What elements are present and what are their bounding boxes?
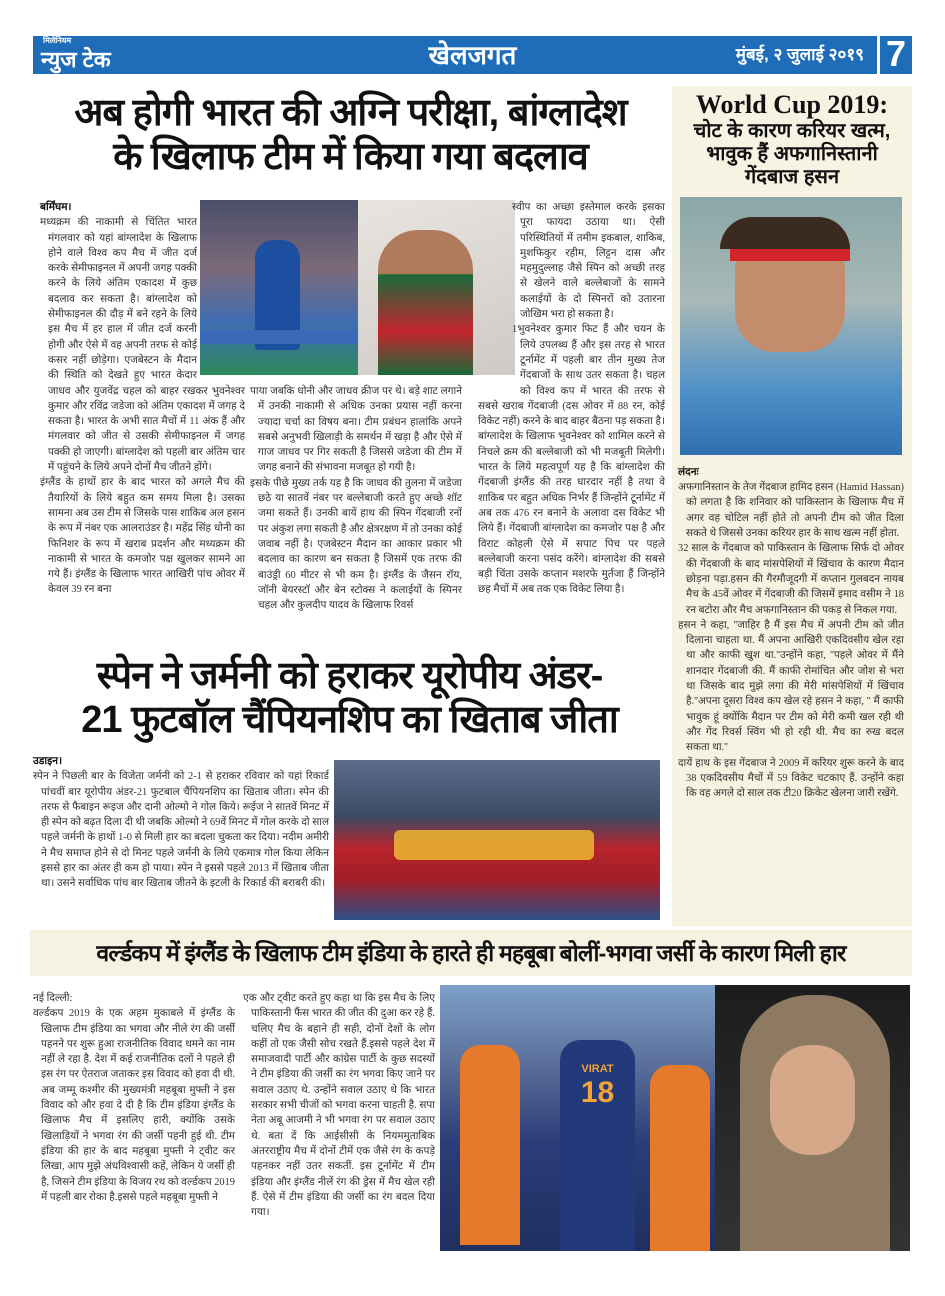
story2-body [33,754,329,892]
paragraph: इसके पीछे मुख्य तर्क यह है कि जाधव की तुलना में जडेजा छठे या सातवें नंबर पर बल्लेबाजी करते हुए अच्छे शॉट जमा सकते हैं। उनकी बायें हाथ की स्पिन गेंदबाजी रनों पर अंकुश लगा सकती है और क्षेत्ररक्षण में तो उनका कोई जवाब नहीं है। एजबेस्टन मैदान का आकार प्रकार भी बदलाव का कारण बन सकता है जिसमें एक तरफ की बाउंड्री 60 मीटर से भी कम है। इंग्लैंड के जैसन रॉय, जॉनी बेयरस्टॉ और बेन स्टोक्स ने कलाईयों के स्पिनर चहल और कुलदीप यादव के खिलाफ रिवर्स [250,477,462,612]
paragraph: पाया जबकि धोनी और जाधव क्रीज पर थे। बड़े शाट लगाने में उनकी नाकामी से अधिक उनका प्रयास नहीं करना ज्यादा चर्चा का विषय बना। टीम प्रबंधन हालांकि अपने सबसे अनुभवी खिलाड़ी के समर्थन में खड़ा है और ऐसे में गाज जाधव पर गिर सकती है जिससे जडेजा की टीम में जगह बनाने की संभावना मजबूत हो गयी है। [250,386,462,474]
spain-team-celebration-photo [334,760,660,920]
paragraph: इंग्लैंड के हाथों हार के बाद भारत को अगले मैच की तैयारियों के लिये बहुत कम समय मिला है। उसका सामना अब उस टीम से जिसके पास शाकिब अल हसन के रूप में नंबर एक आलराउंडर है। महेंद्र सिंह धोनी का फिनिशर के रूप में खराब प्रदर्शन और मध्यक्रम की नाकामी से भारत के कमजोर पक्ष खुलकर सामने आ गये हैं। इंग्लैंड के खिलाफ भारत आखिरी पांच ओवर में केवल 39 रन बना [40,477,245,596]
dateline: लंदनः [678,466,699,478]
brand-logo: न्युज टेक [41,47,111,72]
cricket-batsman-photo [200,200,358,375]
paragraph: स्पेन ने पिछली बार के विजेता जर्मनी को 2-1 से हराकर रविवार को यहां रिकार्ड पांचवीं बार यूरोपीय अंडर-21 फुटबाल चैंपियनशिप का खिताब जीता। स्पेन की तरफ से फैबाइन रूइज और दानी ओल्मो ने गोल किये। रूईज ने सातवें मिनट में ही स्पेन को बढ़त दिला दी थी जबकि ओल्मो ने 69वें मिनट में गोल करके दो साल पहले जर्मनी के हाथों 1-0 से मिली हार का बदला चुकता कर दिया। नदीम अमीरी ने मैच समाप्त होने से दो मिनट पहले जर्मनी के लिये एकमात्र गोल किया लेकिन इससे हार का अंतर ही कम हो पाया। स्पेन ने इससे पहले 2013 में खिताब जीता था। उसने सर्वाधिक पांच बार खिताब जीतने के इटली के रिकार्ड की बराबरी की। [33,771,329,890]
headline-line: अब होगी भारत की अग्नि परीक्षा, बांग्लादेश [74,92,627,134]
headline-line: स्पेन ने जर्मनी को हराकर यूरोपीय अंडर- [96,655,603,697]
paragraph: 1भुवनेश्वर कुमार फिट हैं और चयन के लिये उपलब्ध हैं और इस तरह से भारत टूर्नामेंट में पहली बार तीन मुख्य तेज गेंदबाजों के साथ उतर सकता है। चहल को विश्व कप में भारत की तरफ से सबसे खराब गेंदबाजी (दस ओवर में 88 रन, कोई विकेट नहीं) करने के बाद बाहर बैठना पड़ सकता है। बांग्लादेश के खिलाफ भुवनेश्वर को शामिल करने से निचले क्रम की बल्लेबाजी को भी मजबूती मिलेगी। भारत के लिये महत्वपूर्ण यह है कि बांग्लादेश की गेंदबाजी इंग्लैंड की तरह धारदार नहीं है तथा वे शाकिब पर बहुत अधिक निर्भर हैं जिन्होंने टूर्नामेंट में अब तक 476 रन बनाने के अलावा दस विकेट भी लिये हैं। गेंदबाजी बांग्लादेश का कमजोर पक्ष है और विराट कोहली ऐसे में सपाट पिच पर पहले बल्लेबाजी करना पसंद करेंगे। बांग्लादेश की सबसे बड़ी चिंता उसके कप्तान मशरफे मुर्तजा हैं जिन्होंने छह मैचों में अब तक एक विकेट लिया है। [478,324,665,596]
page-number: 7 [877,36,906,74]
edition-date: मुंबई, २ जुलाई २०१९ [735,45,864,64]
sidebar-body [678,465,904,802]
story3-col1 [33,991,235,1205]
paragraph: वर्ल्डकप 2019 के एक अहम मुकाबले में इंग्लैंड के खिलाफ टीम इंडिया का भगवा और नीले रंग की जर्सी पहनने पर शुरू हुआ राजनीतिक विवाद थमने का नाम नहीं ले रहा है. देश में कई राजनीतिक दलों ने पहले ही इस रंग पर ऐतराज जताकर इस विवाद को हवा दी थी. अब जम्मू कश्मीर की मुख्यमंत्री महबूबा मुफ्ती ने इस विवाद को और हवा दे दी है कि टीम इंडिया इंग्लैंड के खिलाफ मैच में इसलिए हारी, क्योंकि उसके खिलाड़ियों ने भगवा रंग की जर्सी पहनी हुई थी. टीम इंडिया की हार के बाद महबूबा मुफ्ती ने ट्वीट कर लिखा, आप मुझे अंधविश्वासी कहें, लेकिन ये जर्सी ही है, जिसने टीम इंडिया के विजय रथ को वर्ल्डकप 2019 में पहली बार रोका है.इससे पहले महबूबा मुफ्ती ने [33,1008,235,1203]
paragraph: मध्यक्रम की नाकामी से चिंतित भारत मंगलवार को यहां बांग्लादेश के खिलाफ होने वाले विश्व कप मैच में जीत दर्ज करके सेमीफाइनल में अपनी जगह पक्की करने के लिये अंतिम एकादश में कुछ बदलाव कर सकता है। बांग्लादेश को सेमीफाइनल की दौड़ में बने रहने के लिये इस मैच में हर हाल में जीत दर्ज करनी होगी और ऐसे में वह अपनी तरफ से कोई कसर नहीं छोड़ेगा। एजबेस्टन के मैदान की स्थिति को देखते हुए भारत केदार जाधव और युजवेंद्र चहल को बाहर रखकर भुवनेश्वर कुमार और रविंद्र जडेजा को अंतिम एकादश में जगह दे सकता है। भारत के अभी सात मैचों में 11 अंक हैं और मंगलवार को जीत से उसकी सेमीफाइनल में जगह पक्की हो जाएगी। बांग्लादेश को पहली बार अंतिम चार में पहुंचने के लिये अपने दोनों मैच जीतने होंगे। [40,217,245,474]
sidebar-title-line: गेंदबाज हसन [744,165,840,188]
team-india-orange-jersey-photo [440,985,715,1251]
paragraph: स्वीप का अच्छा इस्तेमाल करके इसका पूरा फायदा उठाया था। ऐसी परिस्थितियों में तमीम इकबाल, शाकिब, मुशफिकुर रहीम, लिट्टन दास और महमुदुल्लाह जैसे स्पिन को अच्छी तरह से खेलने वाले बल्लेबाजों के सामने कलाईयों के दो स्पिनरों को उतारना जोखिम भरा हो सकता है। [512,202,665,321]
sidebar-title-line: भावुक हैं अफगानिस्तानी [706,142,878,165]
paragraph: दायें हाथ के इस गेंदबाज ने 2009 में करियर शुरू करने के बाद 38 एकदिवसीय मैचों में 59 विकेट चटकाए हैं. उन्होंने कहा कि वह अगले दो साल तक टी20 क्रिकेट खेलना जारी रखेंगे. [678,757,904,800]
dateline: उडाइन। [33,756,63,767]
sidebar-story [672,86,912,926]
paragraph: हसन ने कहा, ''जाहिर है मैं इस मैच में अपनी टीम को जीत दिलाना चाहता था. मैं अपना आखिरी एकदिवसीय खेल रहा था और काफी खुश था.''उन्होंने कहा, ''पहले ओवर में मैंने शानदार गेंदबाजी की. मैं काफी रोमांचित और जोश से भरा था जिसके बाद मुझे लगा की मेरी मांसपेशियों में खिंचाव है.''अपना दूसरा विश्व कप खेल रहे हसन ने कहा, '' मैं काफी भावुक हूं क्योंकि मैदान पर टीम को मेरी कमी खल रही थी और गेंद रिवर्स स्विंग भी हो रही थी. मैच का रुख बदल सकता था.'' [678,619,904,754]
dateline: बर्मिंघम। [40,202,72,213]
headline-line: के खिलाफ टीम में किया गया बदलाव [113,135,588,178]
headline-line: 21 फुटबॉल चैंपियनशिप का खिताब जीता [81,698,618,741]
sidebar-title-en: World Cup 2019: [695,90,889,119]
story3-headline-banner [30,930,912,976]
story1-headline [38,92,663,192]
story2-headline [32,655,667,742]
masthead [33,36,912,74]
section-title: खेलजगत [428,40,517,70]
story3-headline: वर्ल्डकप में इंग्लैंड के खिलाफ टीम इंडिया के हारते ही महबूबा बोलीं-भगवा जर्सी के कारण मिली हार [96,940,846,966]
paragraph: अफगानिस्तान के तेज गेंदबाज हामिद हसन (Hamid Hassan) को लगता है कि शनिवार को पाकिस्तान के खिलाफ मैच में अगर वह चोटिल नहीं होते तो अपनी टीम को जीत दिला सकते थे जिससे उनका करियर हार के साथ खत्म नहीं होता. [678,482,904,540]
jersey-number: 18 [580,1076,615,1109]
paragraph: 32 साल के गेंदबाज को पाकिस्तान के खिलाफ सिर्फ दो ओवर की गेंदबाजी के बाद मांसपेशियों में खिंचाव के कारण मैदान छोड़ना पड़ा.हसन की गैरमौजूदगी में कप्तान गुलबदन नायब मैच के 45वें ओवर में गेंदबाजी की जिसमें इमाद वसीम ने 18 रन बटोरा और मैच अफगानिस्तान की पकड़ से निकल गया. [678,543,904,616]
story3-col2 [243,991,435,1220]
brand-tagline: मिलेनियम [43,36,72,45]
sidebar-title-line: चोट के कारण करियर खत्म, [693,119,891,142]
dateline: नई दिल्ली: [33,993,73,1004]
sidebar-title-block [672,120,912,189]
hamid-hassan-photo [680,197,902,455]
story1-col2 [250,384,462,613]
paragraph: एक और ट्वीट करते हुए कहा था कि इस मैच के लिए पाकिस्तानी फैंस भारत की जीत की दुआ कर रहे हैं. चलिए मैच के बहाने ही सही, दोनों देशों के लोग कहीं तो एक जैसी सोच रखते हैं.इससे पहले देश में समाजवादी पार्टी और कांग्रेस पार्टी के कुछ सदस्यों ने टीम इंडिया की जर्सी का रंग भगवा किए जाने पर सवाल उठाए थे. उन्होंने सवाल उठाए थे कि भारत सरकार सभी चीजों को भगवा करना चाहती है. सपा नेता अबू आजमी ने भी भगवा रंग पर सवाल उठाए थे. बता दें कि आईसीसी के नियममुताबिक अंतरराष्ट्रीय मैच में दोनों टीमें एक जैसे रंग के कपड़े पहनकर नहीं उतर सकतीं. इस टूर्नामेंट में टीम इंडिया और इंग्लैंड नीलें रंग की ड्रेस में मैच खेल रही हैं. ऐसे में टीम इंडिया की जर्सी का रंग बदल दिया गया। [243,993,435,1219]
story1-col3 [470,200,665,598]
mehbooba-mufti-photo [715,985,910,1251]
sidebar-title-block [672,90,912,120]
jersey-name: VIRAT [581,1063,614,1075]
